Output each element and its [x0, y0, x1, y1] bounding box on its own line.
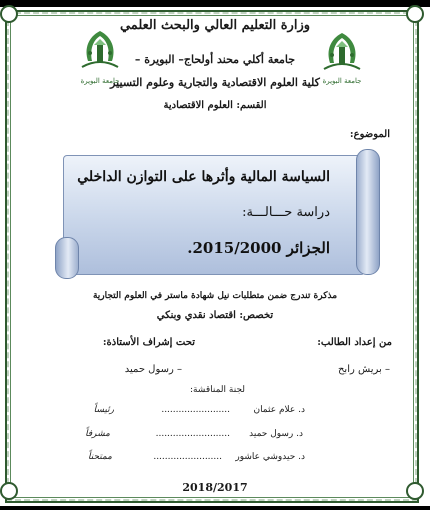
- scroll-roll-right: [356, 149, 380, 275]
- subject-label: الموضوع:: [349, 129, 390, 140]
- study-scope: الجزائر 2015/2000.: [187, 239, 330, 257]
- committee-member-name: د. رسول حميد: [249, 429, 303, 439]
- committee-member-name: د. حيدوشي عاشور: [235, 452, 305, 462]
- committee-member-name: د. علام عثمان: [253, 405, 305, 415]
- committee-dots: ........................: [153, 452, 222, 462]
- university-logo-left: [70, 27, 130, 77]
- logo-caption-left: جامعة البويرة: [80, 77, 120, 85]
- committee-role: رئيساً: [93, 405, 114, 415]
- faculty-name: كلية العلوم الاقتصادية والتجارية وعلوم التسيير: [110, 76, 320, 89]
- academic-year: 2018/2017: [182, 481, 248, 494]
- student-name: – بريش رابح: [337, 364, 390, 375]
- case-study-label: دراسة حـــالـــة:: [242, 205, 330, 220]
- supervisor-label: تحت إشراف الأستاذة:: [102, 337, 195, 348]
- thesis-title: السياسة المالية وأثرها على التوازن الداخلي: [77, 169, 330, 185]
- committee-dots: ........................: [161, 405, 230, 415]
- thesis-description: مذكرة تندرج ضمن متطلبات نيل شهادة ماستر في العلوم التجارية: [92, 291, 338, 301]
- supervisor-name: – رسول حميد: [124, 364, 182, 375]
- department-name: القسم: العلوم الاقتصادية: [163, 100, 267, 111]
- committee-role: ممتحناً: [87, 452, 112, 462]
- specialty: تخصص: اقتصاد نقدي وبنكي: [156, 310, 274, 321]
- committee-label: لجنة المناقشة:: [189, 385, 245, 395]
- scroll-roll-left: [55, 237, 79, 279]
- bottom-black-bar: [0, 506, 430, 510]
- prepared-by-label: من إعداد الطالب:: [317, 337, 392, 348]
- committee-dots: ..........................: [155, 429, 230, 439]
- university-name: جامعة أكلي محند أولحاج– البويرة –: [134, 53, 296, 66]
- document-page: [0, 7, 430, 506]
- committee-role: مشرفاً: [85, 429, 110, 439]
- title-scroll-banner: [55, 149, 380, 279]
- logo-caption-right: جامعة البويرة: [322, 77, 362, 85]
- university-logo-right: [312, 29, 372, 79]
- top-black-bar: [0, 0, 430, 7]
- ministry-heading: وزارة التعليم العالي والبحث العلمي: [119, 18, 311, 33]
